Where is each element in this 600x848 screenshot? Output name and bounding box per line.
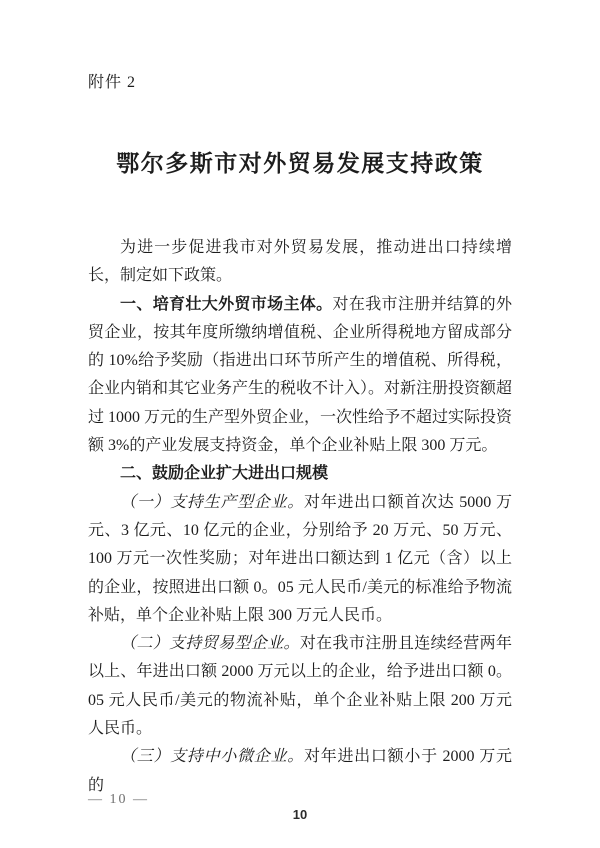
section-2-item-1-text: 对年进出口额首次达 5000 万元、3 亿元、10 亿元的企业，分别给予 20 万元、50 万元、100 万元一次性奖励；对年进出口额达到 1 亿元（含）以上的企业，按照进出口额 0。05 元人民币/美元的标准给予物流补贴，单个企业补贴上限 300 万元人民币。 (88, 493, 512, 624)
viewer-page-number: 10 (292, 807, 308, 822)
paragraph-intro (88, 234, 512, 291)
section-2-heading: 二、鼓励企业扩大进出口规模 (120, 465, 329, 483)
paragraph-section-1 (88, 291, 512, 461)
paragraph-section-2-item-3 (88, 743, 512, 800)
section-2-item-3-text: 对年进出口额小于 2000 万元的 (88, 748, 512, 794)
section-2-item-2-text: 对在我市注册且连续经营两年以上、年进出口额 2000 万元以上的企业，给予进出口额 0。05 元人民币/美元的物流补贴，单个企业补贴上限 200 万元人民币。 (88, 635, 512, 738)
section-2-item-1-heading: （一）支持生产型企业。 (120, 493, 304, 511)
section-1-heading: 一、培育壮大外贸市场主体。 (120, 295, 333, 313)
section-1-text: 对在我市注册并结算的外贸企业，按其年度所缴纳增值税、企业所得税地方留成部分的 10%给予奖励（指进出口环节所产生的增值税、所得税，企业内销和其它业务产生的税收不计入）。对新注册投资额超过 1000 万元的生产型外贸企业，一次性给予不超过实际投资额 3%的产业发展支持资金，单个企业补贴上限 300 万元。 (88, 295, 513, 455)
paragraph-section-2-item-1 (88, 489, 512, 630)
document-page-marker: — 10 — (88, 792, 149, 807)
paragraph-section-2-item-2 (88, 630, 512, 743)
document-body (88, 234, 512, 800)
section-2-item-2-heading: （二）支持贸易型企业。 (120, 635, 300, 653)
intro-text: 为进一步促进我市对外贸易发展，推动进出口持续增长，制定如下政策。 (88, 239, 512, 285)
document-title: 鄂尔多斯市对外贸易发展支持政策 (116, 151, 484, 177)
paragraph-section-2-heading (88, 460, 512, 488)
section-2-item-3-heading: （三）支持中小微企业。 (120, 748, 304, 766)
attachment-label: 附件 2 (88, 74, 137, 91)
